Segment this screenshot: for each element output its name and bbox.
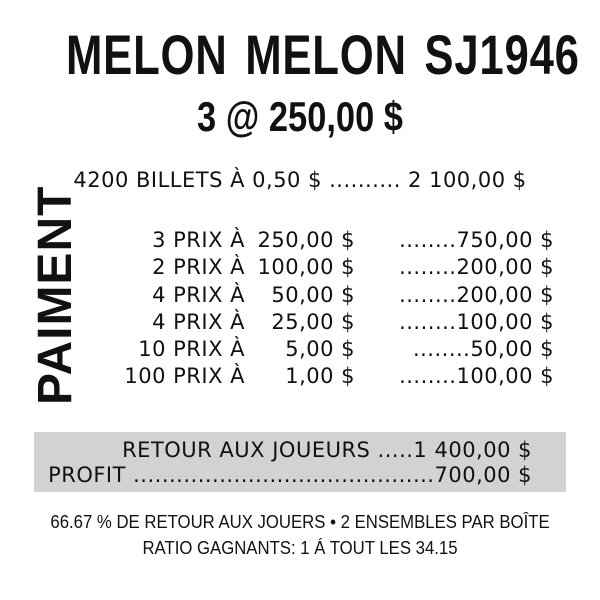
prize-amount: 1,00 $ xyxy=(285,364,355,389)
winning-ratio-line: RATIO GAGNANTS: 1 Á TOUT LES 34.15 xyxy=(142,538,458,558)
prize-row xyxy=(0,337,600,364)
game-title: MELON MELON SJ1946 xyxy=(66,23,580,86)
prize-quantity: 4 PRIX À xyxy=(152,309,245,334)
prize-total: ........200,00 $ xyxy=(399,255,554,280)
player-return-line: RETOUR AUX JOUEURS .....1 400,00 $ xyxy=(122,438,532,462)
prize-amount: 5,00 $ xyxy=(285,337,355,362)
prize-total: ........100,00 $ xyxy=(399,309,554,334)
prize-row xyxy=(0,255,600,282)
prize-amount: 250,00 $ xyxy=(257,228,355,252)
prize-row xyxy=(0,228,600,255)
prize-amount: 100,00 $ xyxy=(257,255,355,280)
prize-row xyxy=(0,310,600,337)
prize-row xyxy=(0,283,600,310)
prize-total: ........200,00 $ xyxy=(399,282,554,307)
payout-vertical-label: PAIMENT xyxy=(29,185,82,405)
prize-quantity: 100 PRIX À xyxy=(124,364,245,389)
prize-table xyxy=(0,228,600,392)
tickets-line: 4200 BILLETS À 0,50 $ .......... 2 100,00 $ xyxy=(73,168,527,192)
prize-total: ........100,00 $ xyxy=(399,364,554,389)
prize-quantity: 10 PRIX À xyxy=(138,337,245,362)
top-prize-line: 3 @ 250,00 $ xyxy=(197,93,403,140)
prize-quantity: 4 PRIX À xyxy=(152,282,245,307)
profit-line: PROFIT ..........................................700,00 $ xyxy=(48,463,532,487)
prize-total: ........750,00 $ xyxy=(399,228,554,252)
summary-box xyxy=(34,432,566,492)
prize-row xyxy=(0,364,600,391)
prize-quantity: 3 PRIX À xyxy=(152,228,245,252)
return-percentage-line: 66.67 % DE RETOUR AUX JOUERS • 2 ENSEMBLES PAR BOÎTE xyxy=(50,512,550,532)
prize-amount: 50,00 $ xyxy=(271,282,355,307)
prize-total: ........50,00 $ xyxy=(412,337,554,362)
prize-quantity: 2 PRIX À xyxy=(152,255,245,280)
prize-amount: 25,00 $ xyxy=(271,309,355,334)
